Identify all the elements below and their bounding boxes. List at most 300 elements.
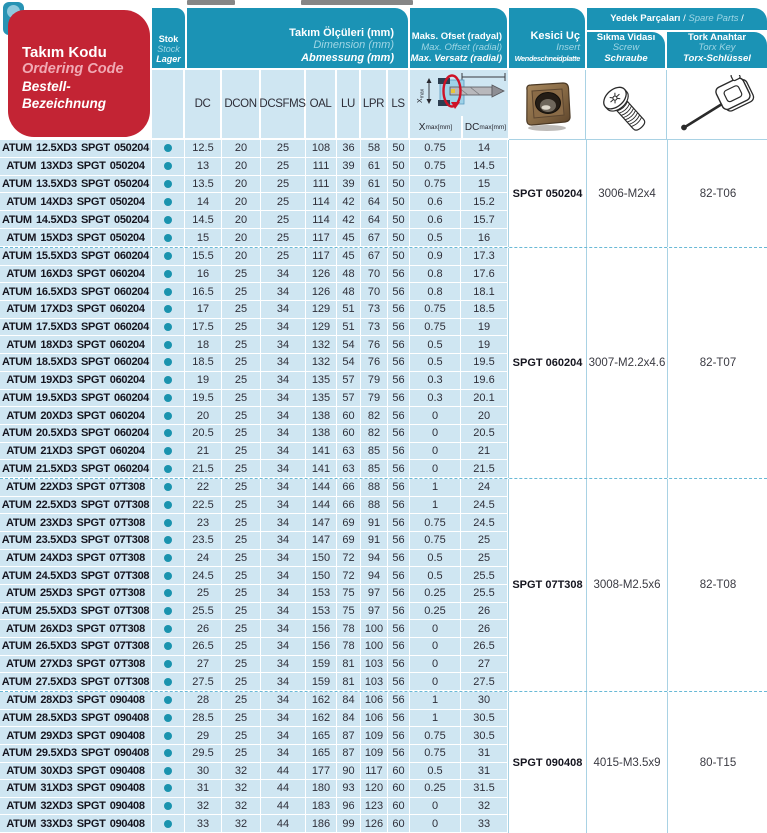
value-cell: 13.5 [185, 176, 222, 194]
ordering-code-cell: ATUM 32XD3 SPGT 090408 [0, 798, 152, 816]
value-cell: 56 [388, 372, 410, 390]
value-cell: 20 [222, 140, 261, 158]
value-cell: 29 [185, 727, 222, 745]
value-cell: 0.8 [410, 283, 461, 301]
stock-cell [152, 443, 185, 461]
value-cell: 0.5 [410, 229, 461, 247]
group-parts-panel [508, 248, 767, 478]
value-cell: 81 [337, 673, 361, 691]
torx-label-de: Torx-Schlüssel [683, 52, 751, 64]
value-cell: 91 [361, 514, 388, 532]
table-row [0, 497, 508, 515]
value-cell: 129 [306, 319, 337, 337]
value-cell: 25 [261, 248, 306, 266]
value-cell: 0.75 [410, 301, 461, 319]
stock-dot [164, 501, 172, 509]
stock-dot [164, 784, 172, 792]
value-cell: 177 [306, 763, 337, 781]
value-cell: 25 [261, 140, 306, 158]
stock-dot [164, 144, 172, 152]
radial-offset-diagram-icon [410, 71, 508, 117]
value-cell: 20 [222, 158, 261, 176]
value-cell: 0.3 [410, 372, 461, 390]
stock-cell [152, 567, 185, 585]
stock-cell [152, 283, 185, 301]
value-cell: 20 [185, 407, 222, 425]
stock-cell [152, 585, 185, 603]
value-cell: 0.6 [410, 211, 461, 229]
ordering-code-cell: ATUM 29XD3 SPGT 090408 [0, 727, 152, 745]
dimension-subheader [152, 70, 410, 140]
value-cell: 132 [306, 354, 337, 372]
value-cell: 50 [388, 229, 410, 247]
value-cell: 30 [461, 692, 508, 710]
group-rows [0, 248, 508, 478]
ordering-code-cell: ATUM 28.5XD3 SPGT 090408 [0, 710, 152, 728]
value-cell: 31 [461, 745, 508, 763]
value-cell: 159 [306, 656, 337, 674]
stock-dot [164, 341, 172, 349]
value-cell: 34 [261, 620, 306, 638]
ordering-code-cell: ATUM 19XD3 SPGT 060204 [0, 372, 152, 390]
value-cell: 144 [306, 497, 337, 515]
ordering-code-cell: ATUM 27XD3 SPGT 07T308 [0, 656, 152, 674]
value-cell: 1 [410, 710, 461, 728]
stock-cell [152, 692, 185, 710]
value-cell: 111 [306, 176, 337, 194]
value-cell: 19 [185, 372, 222, 390]
header-ordering-code: Ordering Code [22, 61, 124, 77]
value-cell: 44 [261, 798, 306, 816]
stock-cell [152, 176, 185, 194]
separator: / [680, 13, 689, 24]
ordering-code-cell: ATUM 27.5XD3 SPGT 07T308 [0, 673, 152, 691]
value-cell: 0.5 [410, 336, 461, 354]
value-cell: 25 [261, 211, 306, 229]
table-row [0, 336, 508, 354]
table-row [0, 443, 508, 461]
value-cell: 56 [388, 319, 410, 337]
value-cell: 27 [461, 656, 508, 674]
table-row [0, 550, 508, 568]
value-cell: 25 [222, 638, 261, 656]
value-cell: 0.9 [410, 248, 461, 266]
value-cell: 25 [222, 319, 261, 337]
value-cell: 94 [361, 567, 388, 585]
value-cell: 30.5 [461, 710, 508, 728]
table-row [0, 656, 508, 674]
value-cell: 19.5 [185, 390, 222, 408]
value-cell: 15.2 [461, 193, 508, 211]
value-cell: 0 [410, 673, 461, 691]
stock-cell [152, 532, 185, 550]
stock-cell [152, 763, 185, 781]
value-cell: 16 [461, 229, 508, 247]
value-cell: 32 [222, 798, 261, 816]
value-cell: 24.5 [461, 514, 508, 532]
value-cell: 1 [410, 497, 461, 515]
table-row [0, 692, 508, 710]
value-cell: 97 [361, 585, 388, 603]
value-cell: 50 [388, 248, 410, 266]
ordering-code-cell: ATUM 13XD3 SPGT 050204 [0, 158, 152, 176]
value-cell: 20 [222, 248, 261, 266]
value-cell: 42 [337, 193, 361, 211]
value-cell: 141 [306, 443, 337, 461]
value-cell: 25 [222, 372, 261, 390]
value-cell: 138 [306, 407, 337, 425]
value-cell: 26.5 [461, 638, 508, 656]
value-cell: 34 [261, 479, 306, 497]
stock-dot [164, 447, 172, 455]
value-cell: 34 [261, 638, 306, 656]
value-cell: 20.5 [185, 425, 222, 443]
value-cell: 75 [337, 585, 361, 603]
value-cell: 25 [222, 585, 261, 603]
value-cell: 90 [337, 763, 361, 781]
insert-code-cell: SPGT 07T308 [509, 479, 587, 691]
value-cell: 135 [306, 372, 337, 390]
group-parts-panel [508, 140, 767, 247]
value-cell: 56 [388, 460, 410, 478]
value-cell: 0 [410, 656, 461, 674]
value-cell: 33 [185, 815, 222, 833]
table-row [0, 176, 508, 194]
ordering-code-cell: ATUM 21.5XD3 SPGT 060204 [0, 460, 152, 478]
value-cell: 91 [361, 532, 388, 550]
stock-dot [164, 216, 172, 224]
stock-column-header [152, 8, 185, 68]
stock-cell [152, 354, 185, 372]
value-cell: 0 [410, 620, 461, 638]
value-cell: 34 [261, 336, 306, 354]
value-cell: 39 [337, 158, 361, 176]
value-cell: 24 [461, 479, 508, 497]
value-cell: 1 [410, 692, 461, 710]
value-cell: 114 [306, 211, 337, 229]
table-row [0, 460, 508, 478]
ordering-code-cell: ATUM 15XD3 SPGT 050204 [0, 229, 152, 247]
table-row [0, 248, 508, 266]
insert-photo-icon [519, 78, 575, 132]
spare-parts-en: Spare Parts [688, 13, 739, 24]
value-cell: 66 [337, 497, 361, 515]
stock-dot [164, 714, 172, 722]
value-cell: 56 [388, 301, 410, 319]
value-cell: 66 [337, 479, 361, 497]
value-cell: 76 [361, 336, 388, 354]
value-cell: 56 [388, 692, 410, 710]
stock-cell [152, 497, 185, 515]
offset-column-header [410, 8, 507, 68]
ordering-code-cell: ATUM 29.5XD3 SPGT 090408 [0, 745, 152, 763]
value-cell: 25 [222, 692, 261, 710]
value-cell: 60 [388, 763, 410, 781]
value-cell: 25 [222, 336, 261, 354]
value-cell: 16.5 [185, 283, 222, 301]
table-row [0, 763, 508, 781]
value-cell: 50 [388, 176, 410, 194]
value-cell: 45 [337, 229, 361, 247]
screw-label-tr: Sıkma Vidası [596, 31, 656, 43]
value-cell: 34 [261, 390, 306, 408]
stock-dot [164, 589, 172, 597]
stock-dot [164, 696, 172, 704]
value-cell: 34 [261, 603, 306, 621]
value-cell: 56 [388, 638, 410, 656]
torx-code-cell: 80-T15 [668, 692, 767, 833]
value-cell: 25 [222, 479, 261, 497]
ordering-code-cell: ATUM 33XD3 SPGT 090408 [0, 815, 152, 833]
screw-column-header [587, 32, 665, 68]
value-cell: 33 [461, 815, 508, 833]
table-row [0, 283, 508, 301]
value-cell: 57 [337, 372, 361, 390]
value-cell: 26.5 [185, 638, 222, 656]
value-cell: 25 [222, 745, 261, 763]
screw-code-cell: 3006-M2x4 [587, 140, 668, 247]
value-cell: 34 [261, 372, 306, 390]
ordering-code-cell: ATUM 15.5XD3 SPGT 060204 [0, 248, 152, 266]
value-cell: 56 [388, 656, 410, 674]
value-cell: 103 [361, 673, 388, 691]
dimensions-label-de: Abmessung (mm) [301, 51, 394, 64]
value-cell: 20.5 [461, 425, 508, 443]
value-cell: 25 [222, 407, 261, 425]
col-header-lu: LU [337, 70, 361, 140]
value-cell: 22 [185, 479, 222, 497]
value-cell: 24.5 [185, 567, 222, 585]
value-cell: 25 [222, 673, 261, 691]
table-row [0, 727, 508, 745]
col-header-dcsfms: DCSFMS [261, 70, 306, 140]
insert-group [0, 691, 767, 833]
stock-cell [152, 514, 185, 532]
value-cell: 165 [306, 745, 337, 763]
value-cell: 22.5 [185, 497, 222, 515]
value-cell: 0 [410, 798, 461, 816]
table-row [0, 301, 508, 319]
value-cell: 15 [185, 229, 222, 247]
torx-code-cell: 82-T07 [668, 248, 767, 478]
stock-dot [164, 288, 172, 296]
value-cell: 165 [306, 727, 337, 745]
value-cell: 25 [222, 266, 261, 284]
value-cell: 31 [185, 780, 222, 798]
cropped-text-fragment [301, 0, 413, 5]
value-cell: 132 [306, 336, 337, 354]
screw-icon [595, 74, 657, 136]
value-cell: 25 [222, 283, 261, 301]
value-cell: 32 [222, 780, 261, 798]
stock-dot [164, 536, 172, 544]
stock-dot [164, 270, 172, 278]
value-cell: 56 [388, 585, 410, 603]
value-cell: 20 [461, 407, 508, 425]
stock-cell [152, 479, 185, 497]
value-cell: 50 [388, 140, 410, 158]
group-rows [0, 692, 508, 833]
value-cell: 26 [185, 620, 222, 638]
table-row [0, 407, 508, 425]
value-cell: 56 [388, 567, 410, 585]
ordering-code-cell: ATUM 13.5XD3 SPGT 050204 [0, 176, 152, 194]
table-row [0, 425, 508, 443]
value-cell: 111 [306, 158, 337, 176]
value-cell: 156 [306, 620, 337, 638]
value-cell: 56 [388, 354, 410, 372]
separator: / [738, 13, 744, 24]
stock-cell [152, 266, 185, 284]
value-cell: 34 [261, 532, 306, 550]
value-cell: 19 [461, 336, 508, 354]
stock-dot [164, 802, 172, 810]
value-cell: 64 [361, 211, 388, 229]
ordering-code-cell: ATUM 17.5XD3 SPGT 060204 [0, 319, 152, 337]
value-cell: 25 [261, 229, 306, 247]
value-cell: 79 [361, 390, 388, 408]
value-cell: 100 [361, 638, 388, 656]
value-cell: 25 [222, 354, 261, 372]
stock-cell [152, 727, 185, 745]
value-cell: 28 [185, 692, 222, 710]
dimensions-label-en: Dimension (mm) [313, 39, 394, 51]
col-header-oal: OAL [306, 70, 337, 140]
value-cell: 0.75 [410, 176, 461, 194]
stock-cell [152, 372, 185, 390]
header-bestell-bezeichnung: Bestell-Bezeichnung [22, 79, 107, 111]
value-cell: 78 [337, 638, 361, 656]
value-cell: 17.3 [461, 248, 508, 266]
ordering-code-cell: ATUM 22.5XD3 SPGT 07T308 [0, 497, 152, 515]
value-cell: 56 [388, 745, 410, 763]
value-cell: 25 [261, 176, 306, 194]
value-cell: 57 [337, 390, 361, 408]
stock-dot [164, 749, 172, 757]
value-cell: 126 [306, 266, 337, 284]
stock-dot [164, 252, 172, 260]
value-cell: 0 [410, 425, 461, 443]
stock-dot [164, 465, 172, 473]
value-cell: 79 [361, 372, 388, 390]
stock-dot [164, 483, 172, 491]
value-cell: 159 [306, 673, 337, 691]
cropped-text-fragment [187, 0, 235, 5]
value-cell: 150 [306, 550, 337, 568]
stock-dot [164, 642, 172, 650]
value-cell: 0.25 [410, 603, 461, 621]
table-row [0, 745, 508, 763]
value-cell: 109 [361, 745, 388, 763]
value-cell: 85 [361, 443, 388, 461]
value-cell: 141 [306, 460, 337, 478]
value-cell: 50 [388, 158, 410, 176]
stock-cell [152, 158, 185, 176]
value-cell: 56 [388, 532, 410, 550]
offset-label-tr: Maks. Ofset (radyal) [411, 31, 502, 42]
stock-dot [164, 394, 172, 402]
value-cell: 56 [388, 336, 410, 354]
value-cell: 21 [185, 443, 222, 461]
value-cell: 34 [261, 301, 306, 319]
value-cell: 34 [261, 656, 306, 674]
value-cell: 58 [361, 140, 388, 158]
stock-cell [152, 193, 185, 211]
stock-cell [152, 620, 185, 638]
value-cell: 69 [337, 514, 361, 532]
value-cell: 162 [306, 710, 337, 728]
ordering-code-cell: ATUM 24XD3 SPGT 07T308 [0, 550, 152, 568]
value-cell: 56 [388, 550, 410, 568]
stock-dot [164, 572, 172, 580]
insert-code-cell: SPGT 050204 [509, 140, 587, 247]
value-cell: 25 [222, 425, 261, 443]
value-cell: 25 [222, 460, 261, 478]
value-cell: 25 [222, 727, 261, 745]
value-cell: 1 [410, 479, 461, 497]
value-cell: 56 [388, 603, 410, 621]
value-cell: 56 [388, 497, 410, 515]
value-cell: 51 [337, 319, 361, 337]
value-cell: 56 [388, 514, 410, 532]
stock-dot [164, 607, 172, 615]
value-cell: 20 [222, 229, 261, 247]
value-cell: 150 [306, 567, 337, 585]
stock-cell [152, 301, 185, 319]
value-cell: 20.1 [461, 390, 508, 408]
insert-image-cell [509, 70, 586, 139]
stock-dot [164, 323, 172, 331]
value-cell: 18 [185, 336, 222, 354]
value-cell: 123 [361, 798, 388, 816]
value-cell: 25 [222, 603, 261, 621]
group-parts-panel [508, 692, 767, 833]
value-cell: 15.7 [461, 211, 508, 229]
stock-cell [152, 550, 185, 568]
stock-dot [164, 358, 172, 366]
value-cell: 34 [261, 585, 306, 603]
torx-column-header [667, 32, 767, 68]
stock-cell [152, 425, 185, 443]
spare-parts-band [587, 8, 767, 30]
stock-cell [152, 815, 185, 833]
table-row [0, 798, 508, 816]
stock-cell [152, 319, 185, 337]
value-cell: 20 [222, 176, 261, 194]
value-cell: 81 [337, 656, 361, 674]
col-header-ls: LS [388, 70, 410, 140]
value-cell: 87 [337, 745, 361, 763]
value-cell: 106 [361, 692, 388, 710]
ordering-code-cell: ATUM 20XD3 SPGT 060204 [0, 407, 152, 425]
value-cell: 34 [261, 745, 306, 763]
value-cell: 73 [361, 319, 388, 337]
value-cell: 31.5 [461, 780, 508, 798]
ordering-code-cell: ATUM 20.5XD3 SPGT 060204 [0, 425, 152, 443]
stock-dot [164, 180, 172, 188]
ordering-code-cell: ATUM 31XD3 SPGT 090408 [0, 780, 152, 798]
value-cell: 24.5 [461, 497, 508, 515]
screw-code-cell: 3008-M2.5x6 [587, 479, 668, 691]
value-cell: 34 [261, 567, 306, 585]
table-row [0, 158, 508, 176]
header-takim-kodu: Takım Kodu [22, 44, 107, 61]
screw-code-cell: 4015-M3.5x9 [587, 692, 668, 833]
value-cell: 48 [337, 266, 361, 284]
value-cell: 14 [461, 140, 508, 158]
offset-sublabels [410, 116, 508, 138]
value-cell: 63 [337, 443, 361, 461]
